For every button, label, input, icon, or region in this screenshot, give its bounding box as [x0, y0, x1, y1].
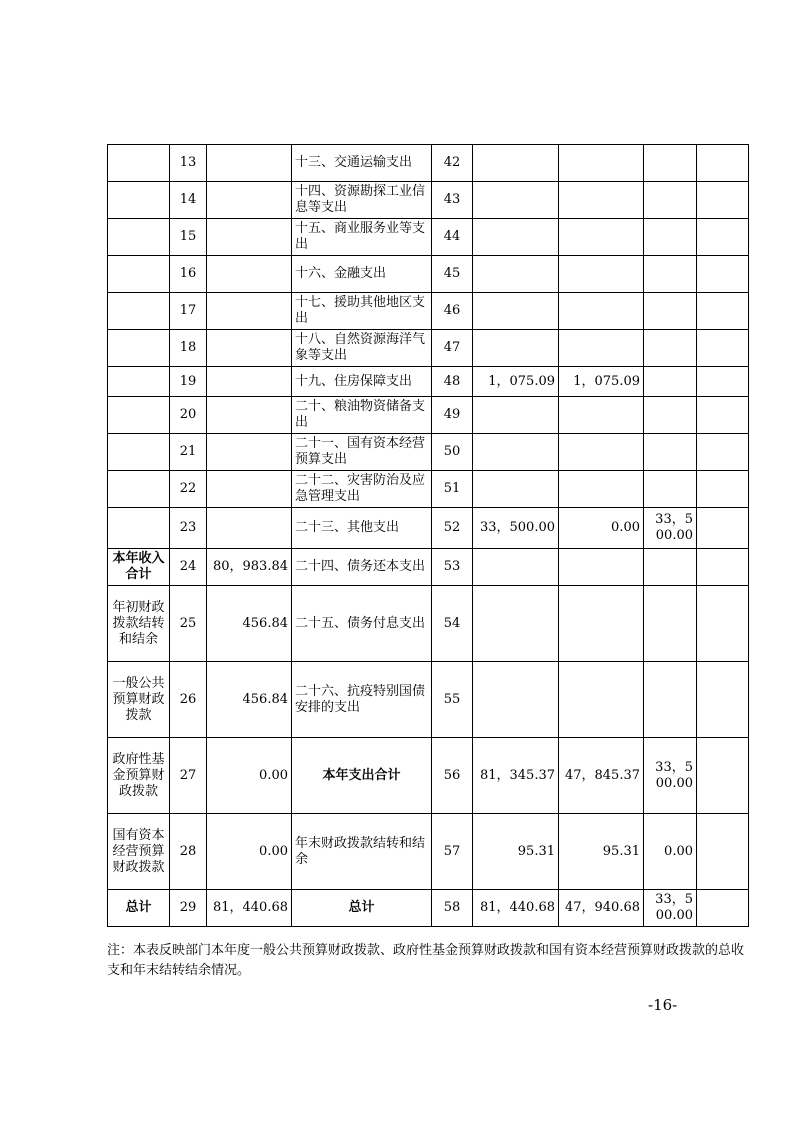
state-capital-cell: [697, 508, 749, 549]
left-row-number: 22: [170, 471, 207, 508]
general-budget-cell: [559, 471, 644, 508]
right-row-number: 46: [432, 293, 473, 330]
general-budget-cell: [559, 182, 644, 219]
expense-item-cell: 本年支出合计: [292, 738, 432, 814]
general-budget-cell: [559, 397, 644, 434]
expense-item-cell: 十三、交通运输支出: [292, 145, 432, 182]
fund-budget-cell: [644, 397, 697, 434]
left-amount-cell: 456.84: [207, 662, 292, 738]
left-amount-cell: [207, 471, 292, 508]
right-row-number: 55: [432, 662, 473, 738]
state-capital-cell: [697, 256, 749, 293]
right-row-number: 42: [432, 145, 473, 182]
right-row-number: 51: [432, 471, 473, 508]
left-row-number: 28: [170, 814, 207, 890]
fund-budget-cell: 33，500.00: [644, 890, 697, 927]
state-capital-cell: [697, 330, 749, 367]
state-capital-cell: [697, 219, 749, 256]
left-label-cell: [108, 471, 170, 508]
fund-budget-cell: 33，500.00: [644, 738, 697, 814]
left-row-number: 25: [170, 586, 207, 662]
left-label-cell: [108, 367, 170, 397]
table-row: [108, 293, 749, 330]
left-row-number: 23: [170, 508, 207, 549]
table-row: [108, 738, 749, 814]
left-amount-cell: [207, 367, 292, 397]
left-label-cell: [108, 256, 170, 293]
right-row-number: 56: [432, 738, 473, 814]
total-amount-cell: [473, 145, 559, 182]
table-footnote: 注：本表反映部门本年度一般公共预算财政拨款、政府性基金预算财政拨款和国有资本经营预算财政拨款的总收支和年末结转结余情况。: [107, 943, 745, 978]
right-row-number: 47: [432, 330, 473, 367]
left-amount-cell: [207, 219, 292, 256]
left-amount-cell: [207, 434, 292, 471]
table-row: [108, 219, 749, 256]
fund-budget-cell: 33，500.00: [644, 508, 697, 549]
table-row: [108, 434, 749, 471]
left-row-number: 16: [170, 256, 207, 293]
table-row: [108, 508, 749, 549]
general-budget-cell: [559, 434, 644, 471]
left-amount-cell: 456.84: [207, 586, 292, 662]
table-row: [108, 662, 749, 738]
total-amount-cell: 81，440.68: [473, 890, 559, 927]
general-budget-cell: [559, 145, 644, 182]
state-capital-cell: [697, 434, 749, 471]
total-amount-cell: [473, 662, 559, 738]
left-amount-cell: [207, 145, 292, 182]
state-capital-cell: [697, 471, 749, 508]
fund-budget-cell: [644, 256, 697, 293]
general-budget-cell: [559, 586, 644, 662]
general-budget-cell: 95.31: [559, 814, 644, 890]
right-row-number: 44: [432, 219, 473, 256]
table-row: [108, 145, 749, 182]
fund-budget-cell: [644, 434, 697, 471]
table-row: [108, 367, 749, 397]
left-row-number: 20: [170, 397, 207, 434]
state-capital-cell: [697, 367, 749, 397]
total-amount-cell: 81，345.37: [473, 738, 559, 814]
state-capital-cell: [697, 145, 749, 182]
left-label-cell: [108, 219, 170, 256]
left-label-cell: [108, 508, 170, 549]
left-amount-cell: 80，983.84: [207, 549, 292, 586]
general-budget-cell: [559, 219, 644, 256]
left-label-cell: 国有资本经营预算财政拨款: [108, 814, 170, 890]
expense-item-cell: 二十一、国有资本经营预算支出: [292, 434, 432, 471]
fund-budget-cell: [644, 145, 697, 182]
right-row-number: 57: [432, 814, 473, 890]
table-row: [108, 397, 749, 434]
left-row-number: 26: [170, 662, 207, 738]
fund-budget-cell: [644, 471, 697, 508]
left-amount-cell: 81，440.68: [207, 890, 292, 927]
left-row-number: 29: [170, 890, 207, 927]
left-amount-cell: [207, 182, 292, 219]
right-row-number: 49: [432, 397, 473, 434]
state-capital-cell: [697, 814, 749, 890]
fund-budget-cell: [644, 330, 697, 367]
left-row-number: 15: [170, 219, 207, 256]
expense-item-cell: 总计: [292, 890, 432, 927]
state-capital-cell: [697, 890, 749, 927]
left-label-cell: [108, 397, 170, 434]
table-row: [108, 814, 749, 890]
expense-item-cell: 十九、住房保障支出: [292, 367, 432, 397]
right-row-number: 52: [432, 508, 473, 549]
general-budget-cell: [559, 293, 644, 330]
expense-item-cell: 二十五、债务付息支出: [292, 586, 432, 662]
total-amount-cell: [473, 293, 559, 330]
left-label-cell: 总计: [108, 890, 170, 927]
table-row: [108, 586, 749, 662]
left-amount-cell: 0.00: [207, 814, 292, 890]
left-row-number: 13: [170, 145, 207, 182]
right-row-number: 43: [432, 182, 473, 219]
general-budget-cell: [559, 256, 644, 293]
fund-budget-cell: 0.00: [644, 814, 697, 890]
left-label-cell: [108, 182, 170, 219]
table-row: [108, 471, 749, 508]
total-amount-cell: [473, 434, 559, 471]
expense-item-cell: 十六、金融支出: [292, 256, 432, 293]
general-budget-cell: [559, 330, 644, 367]
expense-item-cell: 二十四、债务还本支出: [292, 549, 432, 586]
left-amount-cell: [207, 397, 292, 434]
expense-item-cell: 二十二、灾害防治及应急管理支出: [292, 471, 432, 508]
total-amount-cell: [473, 182, 559, 219]
general-budget-cell: 47，845.37: [559, 738, 644, 814]
page-number: -16-: [648, 996, 678, 1014]
state-capital-cell: [697, 586, 749, 662]
expense-item-cell: 二十六、抗疫特别国债安排的支出: [292, 662, 432, 738]
expense-item-cell: 十七、援助其他地区支出: [292, 293, 432, 330]
general-budget-cell: 47，940.68: [559, 890, 644, 927]
total-amount-cell: 95.31: [473, 814, 559, 890]
fiscal-appropriation-table: [107, 144, 749, 927]
general-budget-cell: 0.00: [559, 508, 644, 549]
left-amount-cell: [207, 508, 292, 549]
general-budget-cell: 1，075.09: [559, 367, 644, 397]
left-amount-cell: [207, 256, 292, 293]
total-amount-cell: [473, 471, 559, 508]
expense-item-cell: 年末财政拨款结转和结余: [292, 814, 432, 890]
fund-budget-cell: [644, 549, 697, 586]
right-row-number: 54: [432, 586, 473, 662]
table-row: [108, 330, 749, 367]
state-capital-cell: [697, 738, 749, 814]
expense-item-cell: 十四、资源勘探工业信息等支出: [292, 182, 432, 219]
left-label-cell: [108, 145, 170, 182]
right-row-number: 58: [432, 890, 473, 927]
left-label-cell: [108, 330, 170, 367]
fund-budget-cell: [644, 293, 697, 330]
left-row-number: 18: [170, 330, 207, 367]
expense-item-cell: 十八、自然资源海洋气象等支出: [292, 330, 432, 367]
left-row-number: 19: [170, 367, 207, 397]
fund-budget-cell: [644, 662, 697, 738]
total-amount-cell: 1，075.09: [473, 367, 559, 397]
left-row-number: 27: [170, 738, 207, 814]
right-row-number: 45: [432, 256, 473, 293]
table-row: [108, 182, 749, 219]
fund-budget-cell: [644, 367, 697, 397]
right-row-number: 53: [432, 549, 473, 586]
fund-budget-cell: [644, 586, 697, 662]
left-amount-cell: [207, 330, 292, 367]
fund-budget-cell: [644, 219, 697, 256]
expense-item-cell: 十五、商业服务业等支出: [292, 219, 432, 256]
total-amount-cell: [473, 219, 559, 256]
left-row-number: 21: [170, 434, 207, 471]
total-amount-cell: [473, 586, 559, 662]
state-capital-cell: [697, 397, 749, 434]
table-row: [108, 890, 749, 927]
left-label-cell: [108, 293, 170, 330]
left-label-cell: [108, 434, 170, 471]
left-row-number: 17: [170, 293, 207, 330]
expense-item-cell: 二十、粮油物资储备支出: [292, 397, 432, 434]
left-amount-cell: 0.00: [207, 738, 292, 814]
left-label-cell: 一般公共预算财政拨款: [108, 662, 170, 738]
left-label-cell: 年初财政拨款结转和结余: [108, 586, 170, 662]
left-row-number: 14: [170, 182, 207, 219]
general-budget-cell: [559, 549, 644, 586]
left-row-number: 24: [170, 549, 207, 586]
total-amount-cell: 33，500.00: [473, 508, 559, 549]
fund-budget-cell: [644, 182, 697, 219]
state-capital-cell: [697, 549, 749, 586]
left-label-cell: 政府性基金预算财政拨款: [108, 738, 170, 814]
left-amount-cell: [207, 293, 292, 330]
state-capital-cell: [697, 182, 749, 219]
state-capital-cell: [697, 293, 749, 330]
total-amount-cell: [473, 330, 559, 367]
general-budget-cell: [559, 662, 644, 738]
total-amount-cell: [473, 549, 559, 586]
table-row: [108, 549, 749, 586]
total-amount-cell: [473, 397, 559, 434]
left-label-cell: 本年收入合计: [108, 549, 170, 586]
right-row-number: 50: [432, 434, 473, 471]
expense-item-cell: 二十三、其他支出: [292, 508, 432, 549]
state-capital-cell: [697, 662, 749, 738]
table-row: [108, 256, 749, 293]
right-row-number: 48: [432, 367, 473, 397]
total-amount-cell: [473, 256, 559, 293]
